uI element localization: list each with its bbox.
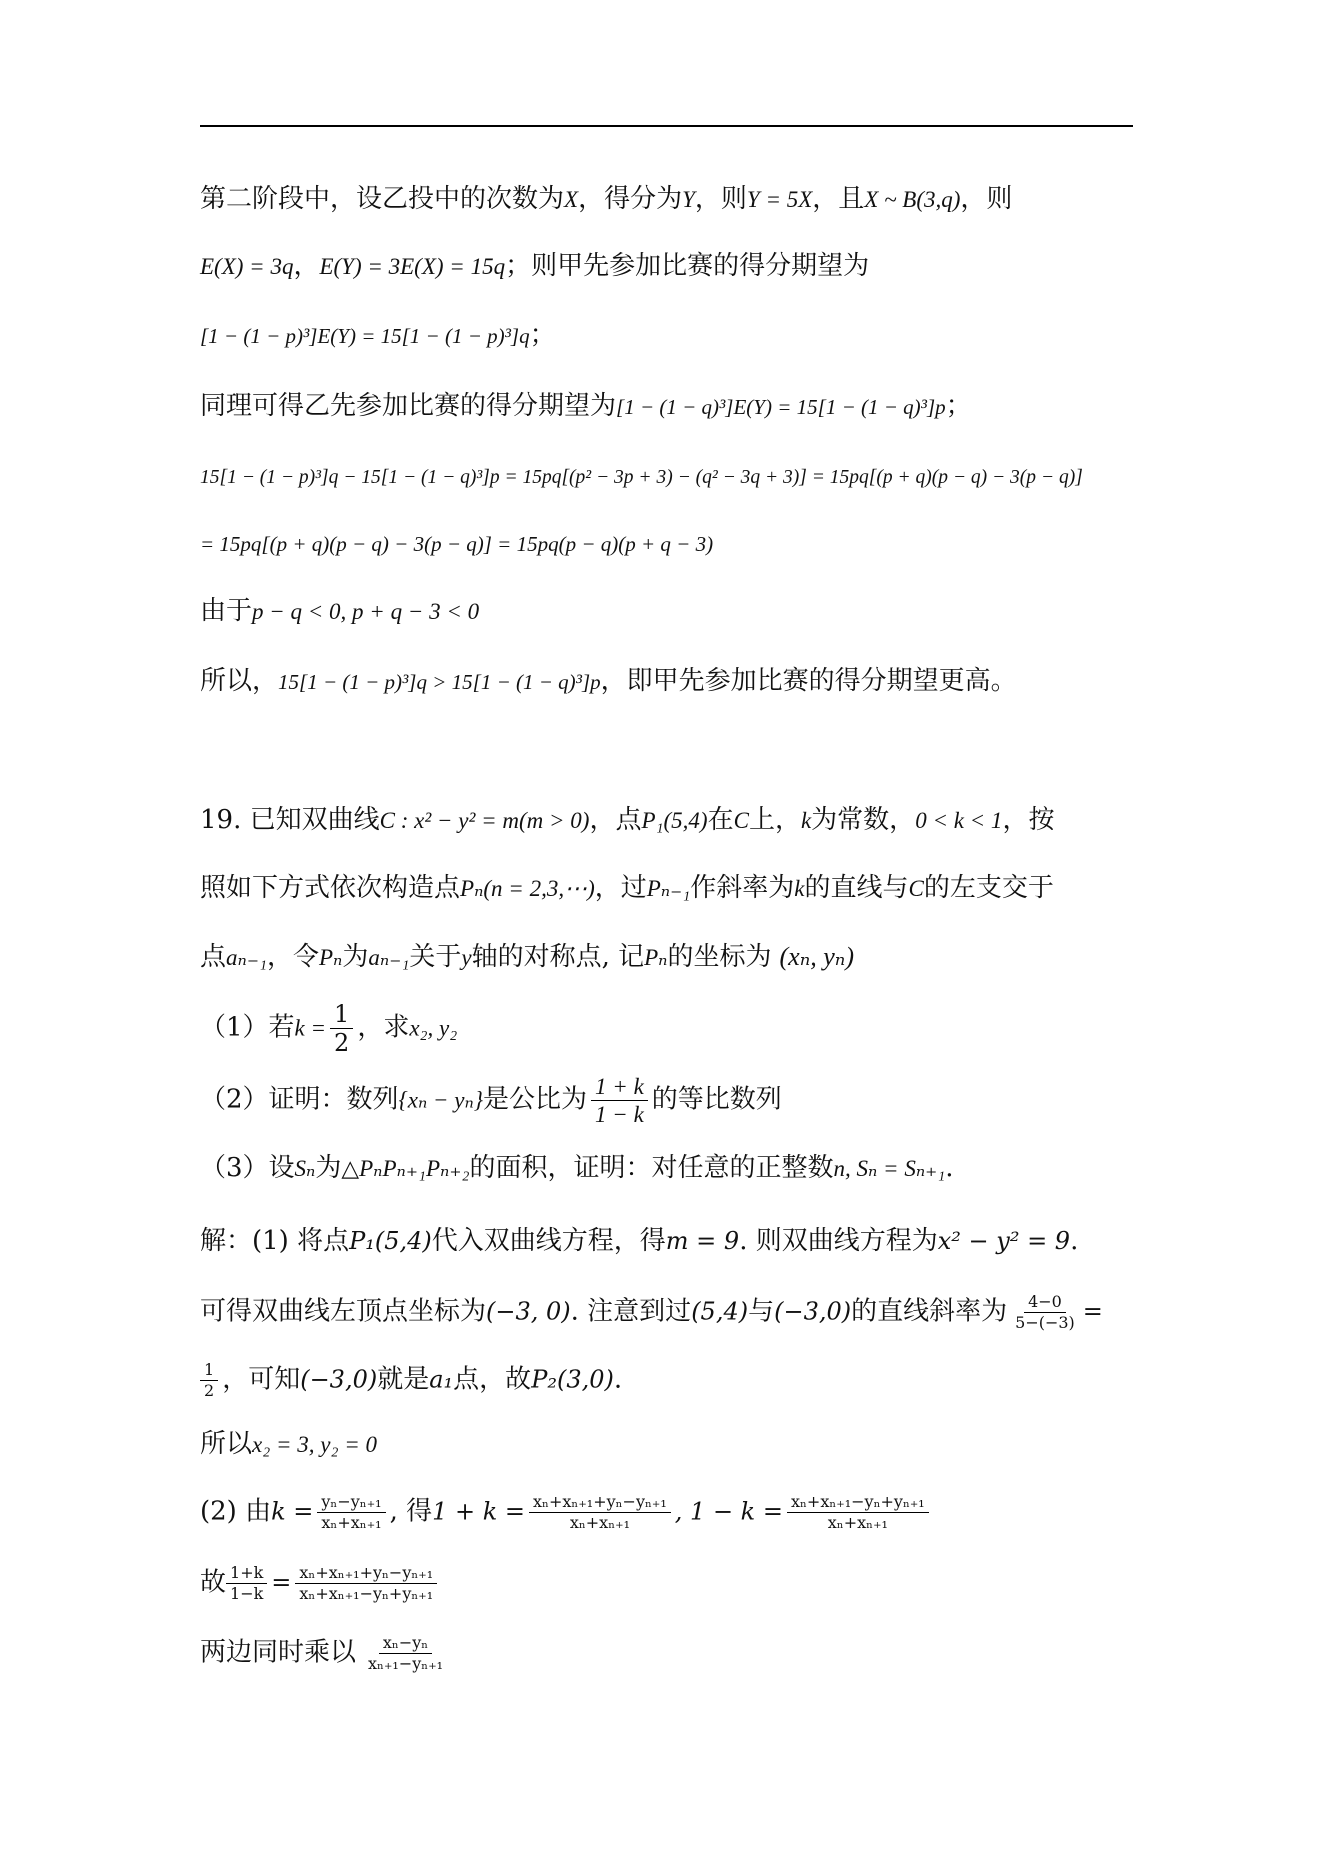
math: Pₙ xyxy=(319,945,343,970)
numerator: yₙ−yₙ₊₁ xyxy=(317,1494,385,1513)
text: . 则双曲线方程为 xyxy=(739,1226,938,1256)
math: (xₙ, yₙ) xyxy=(779,942,854,971)
text: 就是 xyxy=(377,1364,430,1395)
text: 为常数， xyxy=(811,805,916,835)
denominator: 1−k xyxy=(230,1584,264,1603)
text-line-since xyxy=(200,598,479,624)
math: Pₙ₋₁ xyxy=(646,876,691,901)
numerator: xₙ+xₙ₊₁+yₙ−yₙ₊₁ xyxy=(529,1494,671,1513)
header-rule xyxy=(200,125,1133,127)
text: 解：(1) 将点 xyxy=(200,1226,350,1256)
numerator: xₙ+xₙ₊₁−yₙ+yₙ₊₁ xyxy=(787,1494,929,1513)
text: ，过 xyxy=(594,873,647,903)
fraction-slope xyxy=(1011,1294,1079,1331)
math: (−3,0) xyxy=(300,1365,378,1394)
solution-part2-line2 xyxy=(200,1565,441,1602)
math: C : x² − y² = m(m > 0) xyxy=(379,808,590,833)
text: 在 xyxy=(707,805,734,835)
math: k = xyxy=(271,1497,314,1526)
text-line-conclusion xyxy=(200,668,1017,694)
text: ，且 xyxy=(812,184,865,214)
sub-question-3 xyxy=(200,1155,954,1181)
math: P₁(5,4) xyxy=(349,1227,432,1255)
fraction-one-half xyxy=(200,1362,218,1399)
text: 同理可得乙先参加比赛的得分期望为 xyxy=(200,391,617,421)
text: ，则 xyxy=(960,184,1013,214)
text: 上， xyxy=(748,805,801,835)
text: , 得 xyxy=(389,1496,433,1527)
text: 的直线与 xyxy=(804,873,909,903)
text: 的左支交于 xyxy=(923,873,1054,903)
fraction-k xyxy=(317,1494,385,1531)
math: C xyxy=(733,808,749,833)
text: ； xyxy=(945,391,972,421)
fraction-ratio-expanded xyxy=(295,1565,437,1602)
text: 关于 xyxy=(409,942,462,972)
math: Pₙ xyxy=(644,945,668,970)
math: x² − y² = 9 xyxy=(937,1227,1071,1255)
text: 19. 已知双曲线 xyxy=(200,805,380,835)
solution-line3 xyxy=(200,1362,622,1399)
text: 故 xyxy=(200,1567,227,1598)
text: 的坐标为 xyxy=(667,942,772,972)
math: k = xyxy=(294,1015,327,1041)
text: 所以， xyxy=(200,666,279,696)
numerator: 1 xyxy=(200,1362,218,1381)
denominator: xₙ+xₙ₊₁−yₙ+yₙ₊₁ xyxy=(299,1584,434,1603)
text: 的直线斜率为 xyxy=(851,1296,1008,1327)
solution-line4 xyxy=(200,1431,377,1457)
math: P₁(5,4) xyxy=(641,808,708,833)
math: = 15pq[(p + q)(p − q) − 3(p − q)] = 15pq(p − q)(p + q − 3) xyxy=(200,532,714,556)
text: ，求 xyxy=(357,1012,410,1043)
text: 点 xyxy=(200,942,227,972)
denominator: 5−(−3) xyxy=(1015,1313,1075,1332)
text-line-stage2 xyxy=(200,186,1012,212)
text: . xyxy=(1070,1226,1079,1256)
text: . xyxy=(613,1364,623,1395)
fraction-one-plus-k xyxy=(529,1494,671,1531)
math: k xyxy=(800,808,812,833)
solution-line1 xyxy=(200,1228,1078,1254)
text: 两边同时乘以 xyxy=(200,1637,357,1668)
numerator: 4−0 xyxy=(1024,1294,1066,1313)
solution-part2-line3 xyxy=(200,1635,451,1672)
denominator: xₙ+xₙ₊₁ xyxy=(569,1513,630,1532)
math: (−3, 0) xyxy=(486,1297,571,1326)
text: 所以 xyxy=(200,1429,253,1459)
math: aₙ₋₁ xyxy=(368,945,410,970)
fraction-one-minus-k xyxy=(787,1494,929,1531)
fraction-ratio xyxy=(226,1565,267,1602)
math: x₂, y₂ xyxy=(409,1015,458,1041)
text: 是公比为 xyxy=(483,1084,588,1115)
math: [1 − (1 − p)³]E(Y) = 15[1 − (1 − p)³]q xyxy=(200,324,530,348)
math: aₙ₋₁ xyxy=(226,945,267,970)
text: （2）证明：数列 xyxy=(200,1084,399,1115)
text: 可得双曲线左顶点坐标为 xyxy=(200,1296,487,1327)
math: P₂(3,0) xyxy=(531,1365,614,1394)
text: ；则甲先参加比赛的得分期望为 xyxy=(505,251,870,281)
text: 的等比数列 xyxy=(651,1084,782,1115)
fraction-multiplier xyxy=(364,1635,447,1672)
math: 15[1 − (1 − p)³]q > 15[1 − (1 − q)³]p xyxy=(278,670,601,694)
math: (−3,0) xyxy=(774,1297,852,1326)
text: 照如下方式依次构造点 xyxy=(200,873,461,903)
text: . 注意到过 xyxy=(570,1296,692,1327)
solution-line2 xyxy=(200,1294,1103,1331)
text: 点，故 xyxy=(453,1364,532,1395)
math: X xyxy=(564,187,579,212)
text: （1）若 xyxy=(200,1012,295,1043)
denominator: 2 xyxy=(334,1029,350,1057)
text: (2) 由 xyxy=(200,1496,272,1527)
text: 作斜率为 xyxy=(690,873,795,903)
math: 0 < k < 1 xyxy=(915,808,1003,833)
math: m = 9 xyxy=(665,1227,740,1255)
math: y xyxy=(461,945,472,970)
math: Y xyxy=(682,187,695,212)
denominator: xₙ₊₁−yₙ₊₁ xyxy=(368,1654,444,1673)
text: 由于 xyxy=(200,596,253,626)
text: ； xyxy=(529,320,556,350)
fraction-ratio xyxy=(591,1075,648,1126)
math: E(X) = 3q xyxy=(200,254,294,279)
text: ， xyxy=(293,251,320,281)
denominator: xₙ+xₙ₊₁ xyxy=(827,1513,888,1532)
problem-19-line3 xyxy=(200,944,854,970)
text: 与 xyxy=(748,1296,775,1327)
denominator: xₙ+xₙ₊₁ xyxy=(321,1513,382,1532)
math: Y = 5X xyxy=(746,187,813,212)
math: {xₙ − yₙ} xyxy=(398,1087,484,1113)
math: E(Y) = 3E(X) = 15q xyxy=(319,254,506,279)
numerator: 1+k xyxy=(226,1565,267,1584)
math: (5,4) xyxy=(691,1297,749,1326)
math: C xyxy=(908,876,924,901)
problem-19-line2 xyxy=(200,875,1054,901)
text: ，点 xyxy=(589,805,642,835)
problem-19-line1 xyxy=(200,807,1054,833)
text-line-expectation xyxy=(200,253,869,279)
denominator: 1 − k xyxy=(595,1102,644,1127)
math: x₂ = 3, y₂ = 0 xyxy=(252,1432,377,1457)
math: = xyxy=(271,1568,292,1597)
fraction-one-half xyxy=(330,1002,353,1055)
text: ，得分为 xyxy=(578,184,683,214)
math: a₁ xyxy=(429,1365,454,1394)
text: ，令 xyxy=(266,942,319,972)
numerator: 1 + k xyxy=(591,1075,648,1101)
math-line-difference xyxy=(200,462,1083,488)
text: 代入双曲线方程，得 xyxy=(431,1226,666,1256)
numerator: xₙ−yₙ xyxy=(379,1635,432,1654)
text: ，则 xyxy=(694,184,747,214)
numerator: xₙ+xₙ₊₁+yₙ−yₙ₊₁ xyxy=(295,1565,437,1584)
text: ，可知 xyxy=(222,1364,301,1395)
math: Sₙ xyxy=(294,1156,316,1181)
math: n, Sₙ = Sₙ₊₁ xyxy=(833,1156,946,1181)
math-line-factor xyxy=(200,530,713,556)
text: ，按 xyxy=(1002,805,1055,835)
text: 为 xyxy=(315,1153,342,1183)
solution-part2-line1 xyxy=(200,1494,933,1531)
text: ，即甲先参加比赛的得分期望更高。 xyxy=(600,666,1017,696)
math: △PₙPₙ₊₁Pₙ₊₂ xyxy=(341,1156,470,1181)
sub-question-2 xyxy=(200,1075,782,1126)
math: X ~ B(3,q) xyxy=(864,187,961,212)
math: 1 + k = xyxy=(432,1497,526,1526)
math: k xyxy=(794,876,805,901)
numerator: 1 xyxy=(330,1002,353,1029)
text: 第二阶段中，设乙投中的次数为 xyxy=(200,184,565,214)
math: , 1 − k = xyxy=(674,1497,783,1526)
text: . xyxy=(945,1153,954,1183)
text: 为 xyxy=(342,942,369,972)
math: p − q < 0, p + q − 3 < 0 xyxy=(252,599,480,624)
denominator: 2 xyxy=(204,1381,215,1400)
math: Pₙ(n = 2,3,⋯) xyxy=(460,876,595,901)
math-line-a-expectation xyxy=(200,322,556,348)
text-line-b-expectation xyxy=(200,393,972,419)
math: = xyxy=(1082,1297,1103,1326)
sub-question-1 xyxy=(200,1002,457,1055)
text: （3）设 xyxy=(200,1153,295,1183)
text: 的面积，证明：对任意的正整数 xyxy=(469,1153,834,1183)
text: 轴的对称点, 记 xyxy=(471,942,645,972)
math: [1 − (1 − q)³]E(Y) = 15[1 − (1 − q)³]p xyxy=(616,395,946,419)
math: 15[1 − (1 − p)³]q − 15[1 − (1 − q)³]p = 15pq[(p² − 3p + 3) − (q² − 3q + 3)] = 15pq[(p + q)(p − q) − 3(p − q)] xyxy=(200,467,1083,488)
